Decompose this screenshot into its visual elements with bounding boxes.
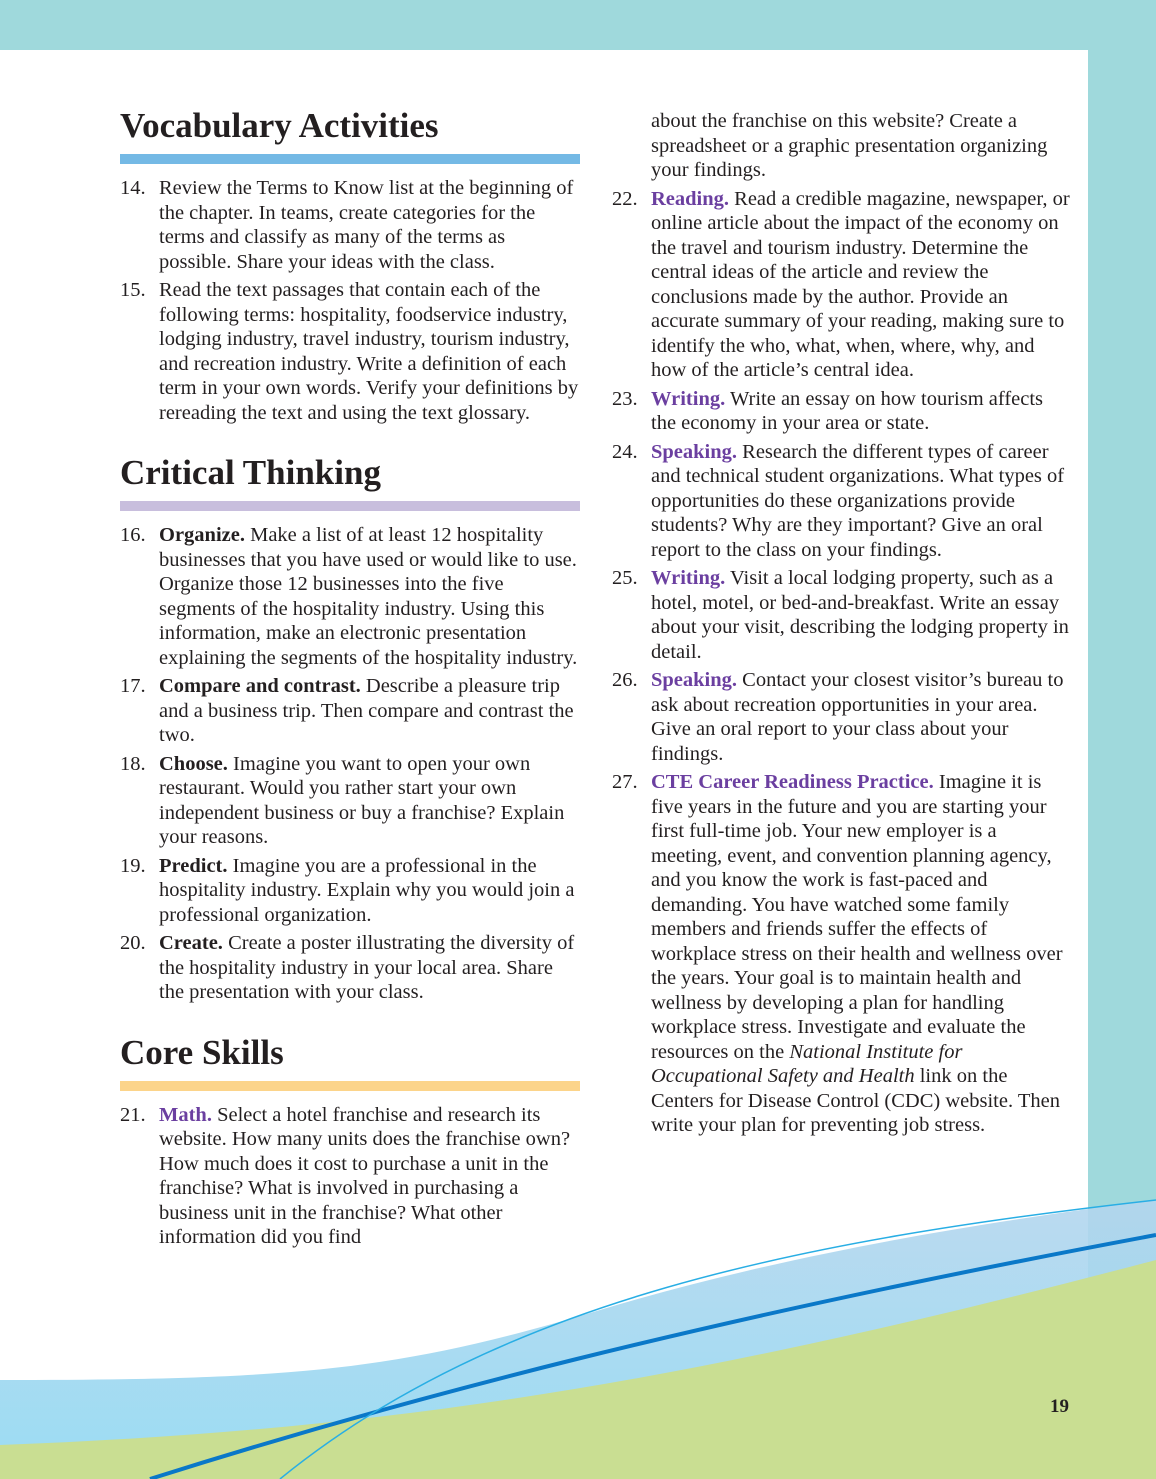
item-lead: Reading.	[651, 187, 730, 210]
list-item	[612, 387, 1072, 436]
item-text: Write an essay on how tourism affects the economy in your area or state.	[651, 387, 1044, 434]
right-color-strip	[1088, 50, 1156, 1290]
item-number: 21.	[120, 1103, 146, 1126]
item-number: 18.	[120, 752, 146, 775]
item-lead: CTE Career Readiness Practice.	[651, 771, 934, 793]
item-number: 26.	[612, 669, 638, 691]
list-item	[612, 668, 1072, 766]
item-text: Make a list of at least 12 hospitality businesses that you have used or would like to use. Organize those 12 businesses into the five segments of the hospitality industry. Using this information, make an electronic presentation explaining the segments of the hospitality industry.	[159, 524, 578, 669]
item-lead: Create.	[159, 932, 223, 954]
left-column	[120, 104, 580, 1254]
item-number: 17.	[120, 675, 146, 697]
item-text: Read a credible magazine, newspaper, or online article about the impact of the economy on the travel and tourism industry. Determine the central ideas of the article and review the conclusions made by the author. Provide an accurate summary of your reading, making sure to identify the who, what, when, where, why, and how of the article’s central idea.	[651, 187, 1070, 381]
list-item	[120, 1103, 580, 1250]
item-text: Read the text passages that contain each of the following terms: hospitality, foodservice industry, lodging industry, travel industry, tourism industry, and recreation industry. Write a definition of each term in your own words. Verify your definitions by rereading the text and using the text glossary.	[159, 279, 579, 424]
item-text: Visit a local lodging property, such as a hotel, motel, or bed-and-breakfast. Write an essay about your visit, describing the lodging property in detail.	[651, 567, 1069, 663]
item-number: 22.	[612, 187, 638, 210]
list-item	[120, 931, 580, 1005]
item-number: 24.	[612, 440, 638, 463]
section-heading: Critical Thinking	[120, 453, 381, 492]
item-lead: Speaking.	[651, 669, 738, 691]
item-lead: Choose.	[159, 752, 228, 775]
item-number: 27.	[612, 771, 638, 793]
item-italic-title: National Institute for Occupational Safety and Health	[651, 1040, 963, 1087]
item-number: 19.	[120, 854, 146, 877]
vocabulary-section	[120, 104, 580, 425]
item-number: 14.	[120, 177, 146, 199]
core-skills-section	[120, 1031, 580, 1250]
list-item	[612, 566, 1072, 664]
page-number: 19	[1050, 1396, 1069, 1417]
list-item	[612, 440, 1072, 563]
item-number: 16.	[120, 524, 146, 546]
item-text: Imagine you are a professional in the hospitality industry. Explain why you would join a professional organization.	[159, 854, 575, 926]
list-item	[612, 770, 1072, 1138]
list-item	[612, 187, 1072, 383]
item-text: link on the Centers for Disease Control (CDC) website. Then write your plan for preventing job stress.	[651, 1065, 1060, 1136]
section-divider-lavender	[120, 501, 580, 511]
item-text: Review the Terms to Know list at the beginning of the chapter. In teams, create categories for the terms and classify as many of the terms as possible. Share your ideas with the class.	[159, 177, 574, 273]
item-text: about the franchise on this website? Create a spreadsheet or a graphic presentation organizing your findings.	[651, 110, 1048, 181]
top-color-band	[0, 0, 1156, 50]
item-text: Imagine it is five years in the future and you are starting your first full-time job. Your new employer is a meeting, event, and convention planning agency, and you know the work is fast-paced and demanding. You have watched some family members and friends suffer the effects of workplace stress on their health and wellness over the years. Your goal is to maintain health and wellness by developing a plan for handling workplace stress. Investigate and evaluate the resources on the	[651, 771, 1063, 1063]
list-item	[120, 176, 580, 274]
section-heading: Vocabulary Activities	[120, 106, 439, 145]
section-heading: Core Skills	[120, 1032, 284, 1072]
item-number: 20.	[120, 932, 146, 954]
item-lead: Organize.	[159, 524, 245, 546]
section-divider-blue	[120, 154, 580, 164]
item-lead: Writing.	[651, 387, 726, 410]
item-text: Describe a pleasure trip and a business trip. Then compare and contrast the two.	[159, 675, 574, 746]
item-number: 25.	[612, 567, 638, 589]
section-divider-yellow	[120, 1081, 580, 1091]
item-number: 23.	[612, 387, 638, 410]
item-text: Select a hotel franchise and research its website. How many units does the franchise own? How much does it cost to purchase a unit in the franchise? What is involved in purchasing a business unit in the franchise? What other information did you find	[159, 1103, 571, 1248]
item-text: Imagine you want to open your own restaurant. Would you rather start your own independent business or buy a franchise? Explain your reasons.	[159, 752, 565, 848]
critical-thinking-section	[120, 451, 580, 1005]
item-lead: Writing.	[651, 567, 726, 589]
item-text: Create a poster illustrating the diversity of the hospitality industry in your local area. Share the presentation with your class.	[159, 932, 575, 1003]
list-item	[120, 854, 580, 928]
list-item	[120, 523, 580, 670]
list-item	[120, 674, 580, 748]
list-item	[120, 278, 580, 425]
right-column	[612, 109, 1072, 1142]
list-item-continued	[612, 109, 1072, 183]
item-lead: Speaking.	[651, 440, 738, 463]
item-text: Contact your closest visitor’s bureau to ask about recreation opportunities in your area. Give an oral report to your class about your findings.	[651, 669, 1064, 765]
item-lead: Math.	[159, 1103, 212, 1126]
list-item	[120, 752, 580, 850]
item-lead: Predict.	[159, 854, 228, 877]
item-number: 15.	[120, 279, 146, 301]
item-text: Research the different types of career and technical student organizations. What types of opportunities do these organizations provide students? Why are they important? Give an oral report to the class on your findings.	[651, 440, 1065, 561]
item-lead: Compare and contrast.	[159, 675, 361, 697]
